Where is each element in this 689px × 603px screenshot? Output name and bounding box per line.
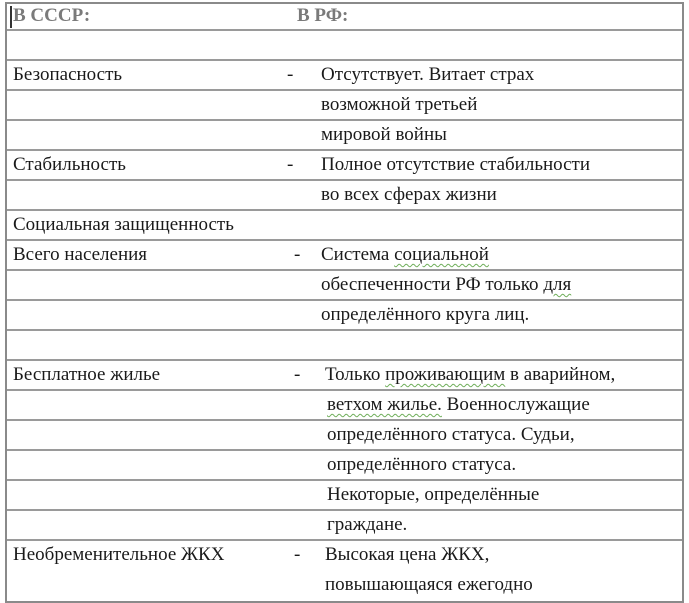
rf-cell bbox=[321, 274, 571, 296]
rf-cell: определённого статуса. Судьи, bbox=[327, 424, 575, 445]
comparison-table bbox=[5, 2, 684, 603]
table-row bbox=[7, 271, 682, 301]
rf-cell: возможной третьей bbox=[321, 94, 478, 115]
table-row bbox=[7, 391, 682, 421]
rf-cell: Отсутствует. Витает страх bbox=[321, 64, 535, 85]
table-row-free-housing bbox=[7, 361, 682, 391]
ussr-cell: Безопасность bbox=[13, 64, 123, 85]
ussr-cell: Стабильность bbox=[13, 154, 126, 175]
rf-cell-line2: повышающаяся ежегодно bbox=[325, 574, 533, 595]
text-cursor bbox=[10, 6, 12, 28]
rf-cell: определённого круга лиц. bbox=[321, 304, 530, 325]
table-row-stability bbox=[7, 151, 682, 181]
spellcheck-word: социальной bbox=[394, 244, 489, 265]
table-row bbox=[7, 181, 682, 211]
rf-cell bbox=[325, 364, 615, 386]
rf-text: Только bbox=[325, 364, 386, 385]
rf-text: в аварийном, bbox=[505, 364, 616, 385]
spellcheck-word: проживающим bbox=[385, 364, 506, 385]
dash-separator: - bbox=[287, 154, 294, 175]
ussr-cell: Необременительное ЖКХ bbox=[13, 544, 225, 565]
table-row bbox=[7, 451, 682, 481]
table-row bbox=[7, 481, 682, 511]
table-row bbox=[7, 31, 682, 61]
rf-cell: определённого статуса. bbox=[327, 454, 517, 475]
rf-cell bbox=[327, 394, 590, 416]
rf-text: обеспеченности РФ только bbox=[321, 274, 544, 295]
rf-cell: во всех сферах жизни bbox=[321, 184, 497, 205]
rf-cell: Некоторые, определённые bbox=[327, 484, 540, 505]
rf-cell: граждане. bbox=[327, 514, 408, 535]
rf-text: Военнослужащие bbox=[441, 394, 590, 415]
table-header-row bbox=[7, 4, 682, 31]
rf-cell: Высокая цена ЖКХ, bbox=[325, 544, 490, 565]
dash-separator: - bbox=[294, 244, 301, 265]
table-row-security bbox=[7, 61, 682, 91]
header-ussr: В СССР: bbox=[13, 5, 91, 26]
rf-text: Система bbox=[321, 244, 395, 265]
table-row bbox=[7, 331, 682, 361]
dash-separator: - bbox=[294, 364, 301, 385]
table-row bbox=[7, 421, 682, 451]
table-row bbox=[7, 301, 682, 331]
table-row-whole-population bbox=[7, 241, 682, 271]
ussr-cell: Социальная защищенность bbox=[13, 214, 234, 235]
rf-cell: Полное отсутствие стабильности bbox=[321, 154, 591, 175]
header-rf: В РФ: bbox=[297, 5, 349, 26]
ussr-cell: Бесплатное жилье bbox=[13, 364, 161, 385]
rf-cell: мировой войны bbox=[321, 124, 447, 145]
spellcheck-word: ветхом жилье. bbox=[327, 394, 442, 415]
ussr-cell: Всего населения bbox=[13, 244, 148, 265]
table-row bbox=[7, 121, 682, 151]
rf-cell bbox=[321, 244, 489, 266]
table-row-utilities bbox=[7, 541, 682, 601]
table-row bbox=[7, 511, 682, 541]
dash-separator: - bbox=[287, 64, 294, 85]
table-row-social-protection bbox=[7, 211, 682, 241]
dash-separator: - bbox=[294, 544, 301, 565]
table-row bbox=[7, 91, 682, 121]
spellcheck-word: для bbox=[543, 274, 572, 295]
